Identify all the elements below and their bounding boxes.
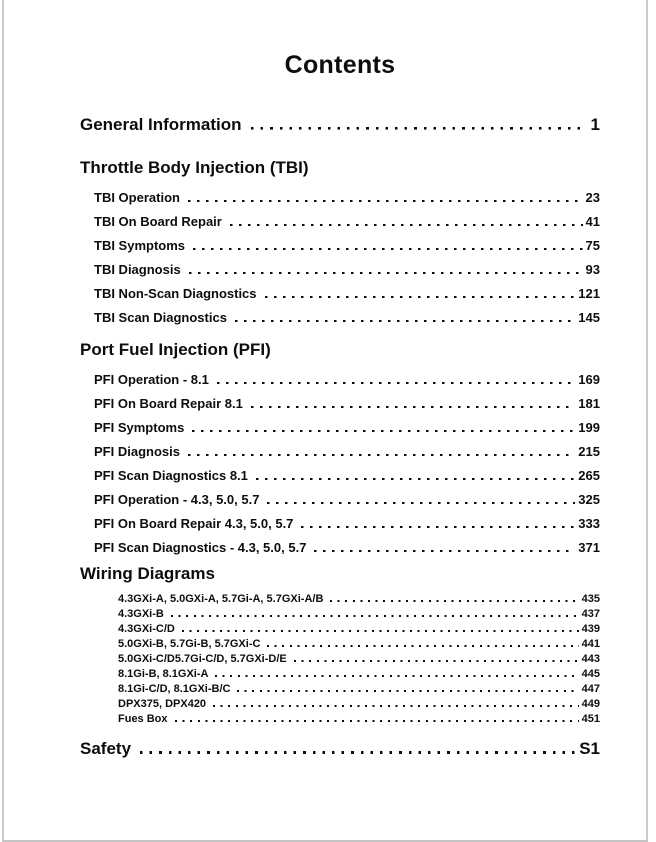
toc-entry-label: DPX375, DPX420 (118, 698, 207, 710)
toc-entry-label: 8.1Gi-C/D, 8.1GXi-B/C (118, 683, 231, 695)
toc-entry-page-number: 93 (585, 262, 600, 277)
toc-entry-label: PFI Operation - 8.1 (94, 372, 209, 387)
toc-entry[interactable] (94, 491, 600, 508)
toc-entry-label: Fues Box (118, 713, 168, 725)
toc-entry-page-number: 325 (578, 492, 600, 507)
toc-entry[interactable] (94, 189, 600, 206)
toc-entry[interactable] (118, 608, 600, 621)
toc-entry-label: TBI Operation (94, 190, 180, 205)
dot-leader (251, 127, 587, 130)
dot-leader (175, 720, 579, 722)
toc-section-wiring-diagrams (80, 563, 600, 728)
toc-entry[interactable] (94, 285, 600, 302)
toc-entry-label: TBI Scan Diagnostics (94, 310, 227, 325)
page-title: Contents (284, 51, 396, 79)
toc-entry-page-number: 443 (581, 653, 600, 665)
toc-entry-page-number: 265 (578, 468, 600, 483)
toc-entry-label: 4.3GXi-C/D (118, 623, 175, 635)
toc-entry-page-number: 371 (578, 540, 600, 555)
toc-entry[interactable] (118, 623, 600, 636)
dot-leader (189, 272, 583, 274)
toc-entry-page-number: S1 (579, 739, 600, 758)
dot-leader (230, 224, 583, 226)
toc-entry-label: General Information (80, 115, 242, 134)
dot-leader (192, 430, 575, 432)
toc-entry-safety[interactable] (80, 738, 600, 760)
toc-entry-label: PFI On Board Repair 4.3, 5.0, 5.7 (94, 516, 294, 531)
toc-entry-page-number: 451 (581, 713, 600, 725)
toc-entry-page-number: 23 (585, 190, 600, 205)
toc-entry-page-number: 181 (578, 396, 600, 411)
toc-entry-label: TBI Symptoms (94, 238, 186, 253)
toc-entry-label: TBI Non-Scan Diagnostics (94, 286, 257, 301)
toc-entry-label: 4.3GXi-A, 5.0GXi-A, 5.7Gi-A, 5.7GXi-A/B (118, 593, 324, 605)
toc-entry-label: PFI Scan Diagnostics 8.1 (94, 468, 248, 483)
dot-leader (188, 454, 575, 456)
toc-entry-label: TBI On Board Repair (94, 214, 222, 229)
toc-entry[interactable] (118, 668, 600, 681)
dot-leader (267, 645, 578, 647)
dot-leader (215, 675, 578, 677)
toc-entry[interactable] (94, 371, 600, 388)
dot-leader (140, 751, 575, 754)
dot-leader (237, 690, 578, 692)
toc-entry-label: 8.1Gi-B, 8.1GXi-A (118, 668, 209, 680)
dot-leader (217, 382, 575, 384)
toc-entry[interactable] (94, 237, 600, 254)
toc-entry-label: Safety (80, 739, 132, 758)
section-heading-wiring-diagrams: Wiring Diagrams (80, 564, 215, 583)
toc-entry-label: 4.3GXi-B (118, 608, 164, 620)
toc-entry[interactable] (118, 638, 600, 651)
toc-section-tbi-items (80, 189, 600, 326)
toc-entry-label: PFI On Board Repair 8.1 (94, 396, 243, 411)
toc-entry-label: 5.0GXi-B, 5.7Gi-B, 5.7GXi-C (118, 638, 261, 650)
dot-leader (330, 600, 578, 602)
toc-entry[interactable] (94, 395, 600, 412)
toc-entry[interactable] (94, 539, 600, 556)
dot-leader (213, 705, 579, 707)
toc-entry-label: PFI Diagnosis (94, 444, 180, 459)
toc-entry-page-number: 437 (581, 608, 600, 620)
toc-entry[interactable] (118, 698, 600, 711)
section-heading-tbi: Throttle Body Injection (TBI) (80, 158, 309, 177)
toc-entry-label: 5.0GXi-C/D5.7Gi-C/D, 5.7GXi-D/E (118, 653, 287, 665)
dot-leader (171, 615, 579, 617)
toc-entry-page-number: 121 (578, 286, 600, 301)
dot-leader (265, 296, 576, 298)
toc-section-wiring-items (80, 593, 600, 726)
dot-leader (193, 248, 583, 250)
toc-entry-page-number: 41 (585, 214, 600, 229)
toc-entry[interactable] (118, 683, 600, 696)
toc-entry-page-number: 145 (578, 310, 600, 325)
toc-entry-page-number: 199 (578, 420, 600, 435)
toc-entry-page-number: 169 (578, 372, 600, 387)
toc-entry[interactable] (118, 653, 600, 666)
toc-entry[interactable] (94, 261, 600, 278)
dot-leader (267, 502, 575, 504)
toc-entry-page-number: 435 (581, 593, 600, 605)
toc-entry[interactable] (94, 515, 600, 532)
toc-entry-page-number: 215 (578, 444, 600, 459)
toc-entry[interactable] (94, 443, 600, 460)
toc-entry-label: TBI Diagnosis (94, 262, 181, 277)
toc-entry-page-number: 449 (581, 698, 600, 710)
dot-leader (188, 200, 583, 202)
dot-leader (314, 550, 575, 552)
toc-entry-label: PFI Operation - 4.3, 5.0, 5.7 (94, 492, 260, 507)
toc-entry-page-number: 445 (581, 668, 600, 680)
dot-leader (182, 630, 579, 632)
toc-entry-page-number: 439 (581, 623, 600, 635)
dot-leader (256, 478, 575, 480)
toc-entry[interactable] (118, 593, 600, 606)
toc-section-tbi (80, 157, 600, 333)
toc-entry-page-number: 333 (578, 516, 600, 531)
dot-leader (294, 660, 579, 662)
toc-entry-label: PFI Scan Diagnostics - 4.3, 5.0, 5.7 (94, 540, 307, 555)
toc-entry[interactable] (94, 309, 600, 326)
toc-entry-page-number: 441 (581, 638, 600, 650)
section-heading-pfi: Port Fuel Injection (PFI) (80, 340, 271, 359)
toc-entry-general-information[interactable] (80, 114, 600, 136)
toc-entry[interactable] (118, 713, 600, 726)
dot-leader (301, 526, 575, 528)
toc-section-pfi (80, 339, 600, 563)
toc-entry-page-number: 1 (590, 115, 600, 134)
dot-leader (251, 406, 575, 408)
dot-leader (235, 320, 575, 322)
toc-entry[interactable] (94, 467, 600, 484)
toc-entry[interactable] (94, 419, 600, 436)
document-page (2, 0, 648, 842)
toc-entry-label: PFI Symptoms (94, 420, 185, 435)
toc-entry-page-number: 447 (581, 683, 600, 695)
toc-section-pfi-items (80, 371, 600, 556)
toc-entry-page-number: 75 (585, 238, 600, 253)
toc-entry[interactable] (94, 213, 600, 230)
